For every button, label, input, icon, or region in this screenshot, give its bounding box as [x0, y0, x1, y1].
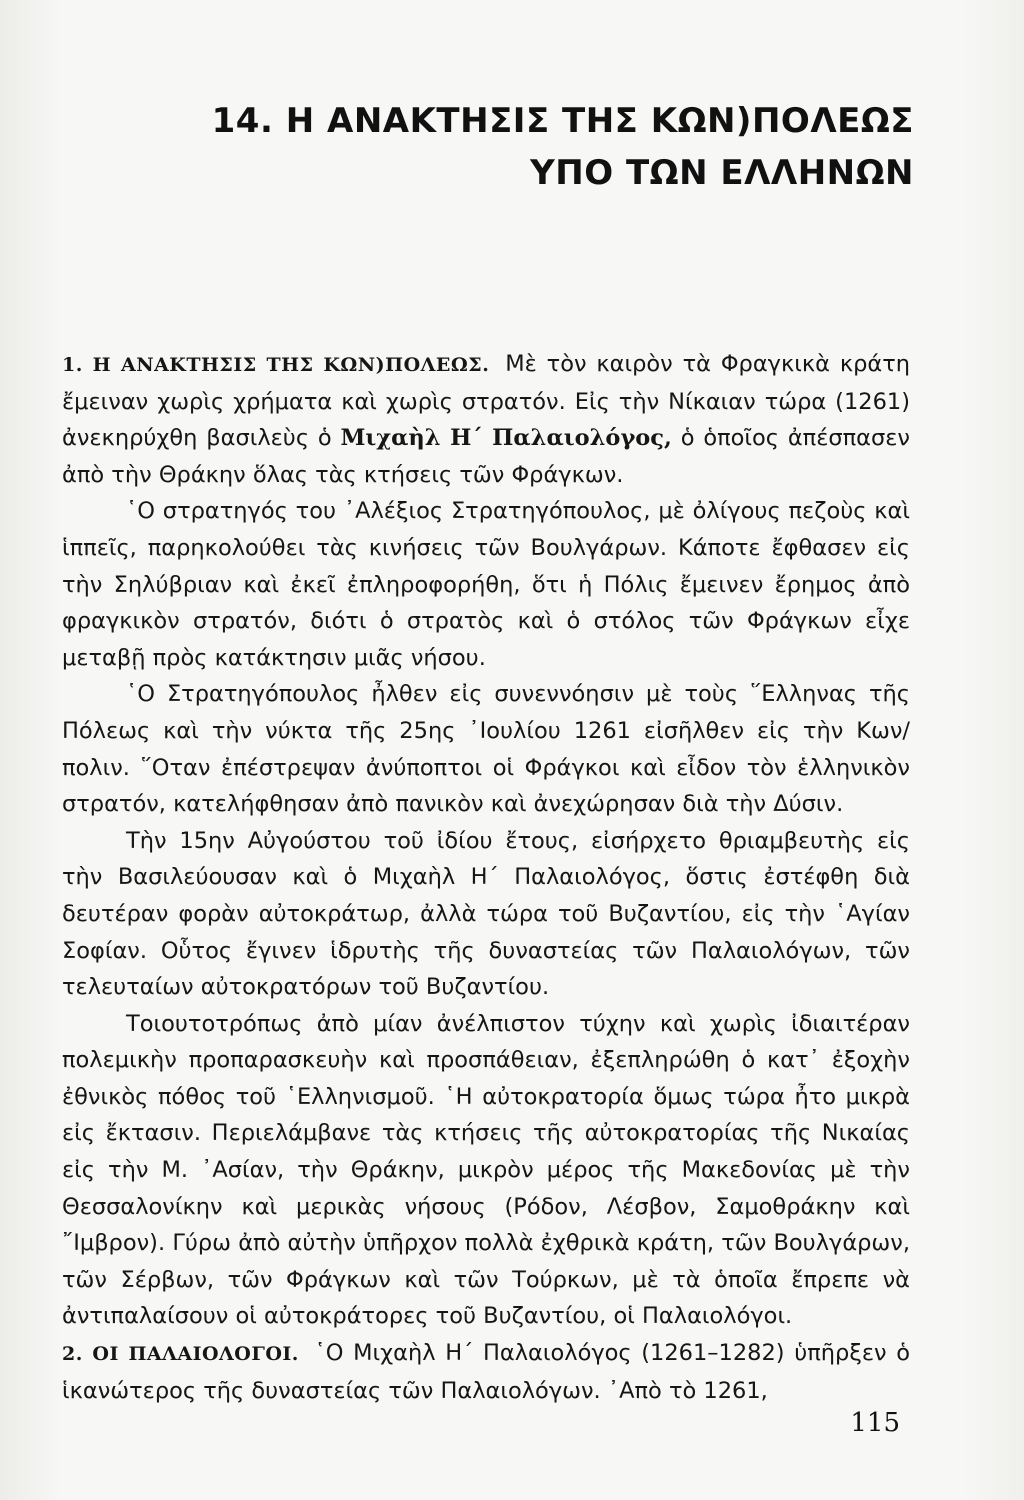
body-text [62, 346, 910, 1409]
section-2-paragraph-1 [62, 1335, 910, 1409]
section-1-heading: 1. Η ΑΝΑΚΤΗΣΙΣ ΤΗΣ ΚΩΝ)ΠΟΛΕΩΣ. [62, 354, 490, 376]
section-1-paragraph-4: Τὴν 15ην Αὐγούστου τοῦ ἰδίου ἔτους, εἰσήρχετο θριαμβευτὴς εἰς τὴν Βασιλεύουσαν καὶ ὁ Μιχαὴλ Η΄ Παλαιολόγος, ὅστις ἐστέφθη διὰ δευτέραν φορὰν αὐτοκράτωρ, ἀλλὰ τώρα τοῦ Βυζαντίου, εἰς τὴν ῾Αγίαν Σοφίαν. Οὗτος ἔγινεν ἱδρυτὴς τῆς δυναστείας τῶν Παλαιολόγων, τῶν τελευταίων αὐτοκρατόρων τοῦ Βυζαντίου. [62, 827, 910, 1001]
section-1-paragraph-5: Τοιουτοτρόπως ἀπὸ μίαν ἀνέλπιστον τύχην καὶ χωρὶς ἰδιαιτέραν πολεμικὴν προπαρασκευὴν καὶ προσπάθειαν, ἐξεπληρώθη ὁ κατ᾿ ἐξοχὴν ἐθνικὸς πόθος τοῦ ῾Ελληνισμοῦ. ῾Η αὐτοκρατορία ὅμως τώρα ἦτο μικρὰ εἰς ἔκτασιν. Περιελάμβανε τὰς κτήσεις τῆς αὐτοκρατορίας τῆς Νικαίας εἰς τὴν Μ. ᾿Ασίαν, τὴν Θράκην, μικρὸν μέρος τῆς Μακεδονίας μὲ τὴν Θεσσαλονίκην καὶ μερικὰς νήσους (Ρόδον, Λέσβον, Σαμοθράκην καὶ ῎Ιμβρον). Γύρω ἀπὸ αὐτὴν ὑπῆρχον πολλὰ ἐχθρικὰ κράτη, τῶν Βουλγάρων, τῶν Σέρβων, τῶν Φράγκων καὶ τῶν Τούρκων, μὲ τὰ ὁποῖα ἔπρεπε νὰ ἀντιπαλαίσουν οἱ αὐτοκράτορες τοῦ Βυζαντίου, οἱ Παλαιολόγοι. [62, 1010, 910, 1330]
section-1-paragraph-3: ῾Ο Στρατηγόπουλος ἦλθεν εἰς συνεννόησιν μὲ τοὺς ῞Ελληνας τῆς Πόλεως καὶ τὴν νύκτα τῆς 25ης ᾿Ιουλίου 1261 εἰσῆλθεν εἰς τὴν Κων/πολιν. ῞Οταν ἐπέστρεψαν ἀνύποπτοι οἱ Φράγκοι καὶ εἶδον τὸν ἑλληνικὸν στρατόν, κατελήφθησαν ἀπὸ πανικὸν καὶ ἀνεχώρησαν διὰ τὴν Δύσιν. [62, 681, 910, 818]
section-1-p1-text-a: Μὲ τὸν καιρὸν τὰ Φραγκικὰ κράτη ἔμειναν χωρὶς χρήματα καὶ χωρὶς στρατόν. Εἰς τὴν Νίκαιαν τώρα (1261) ἀνεκηρύχθη βασιλεὺς ὁ [62, 351, 910, 452]
page-number: 115 [850, 1408, 900, 1438]
emperor-name: Μιχαὴλ Η΄ Παλαιολόγος, [340, 425, 672, 452]
chapter-title-line-1: 14. Η ΑΝΑΚΤΗΣΙΣ ΤΗΣ ΚΩΝ)ΠΟΛΕΩΣ [211, 101, 914, 141]
section-2-heading: 2. ΟΙ ΠΑΛΑΙΟΛΟΓΟΙ. [62, 1343, 299, 1366]
section-2-p1-text: ῾Ο Μιχαὴλ Η΄ Παλαιολόγος (1261–1282) ὑπῆρξεν ὁ ἱκανώτερος τῆς δυναστείας τῶν Παλαιολόγων. ᾿Απὸ τὸ 1261, [62, 1340, 910, 1404]
section-1-paragraph-2: ῾Ο στρατηγός του ᾿Αλέξιος Στρατηγόπουλος, μὲ ὀλίγους πεζοὺς καὶ ἱππεῖς, παρηκολούθει τὰς κινήσεις τῶν Βουλγάρων. Κάποτε ἔφθασεν εἰς τὴν Σηλύβριαν καὶ ἐκεῖ ἐπληροφορήθη, ὅτι ἡ Πόλις ἔμεινεν ἔρημος ἀπὸ φραγκικὸν στρατόν, διότι ὁ στρατὸς καὶ ὁ στόλος τῶν Φράγκων εἶχε μεταβῇ πρὸς κατάκτησιν μιᾶς νήσου. [62, 498, 910, 671]
chapter-title [212, 95, 914, 199]
section-1-paragraph-1 [62, 346, 910, 493]
section-1-p1-text-b: ὁ ὁποῖος ἀπέσπασεν ἀπὸ τὴν Θράκην ὅλας τὰς κτήσεις τῶν Φράγκων. [62, 425, 910, 488]
chapter-title-line-2: ΥΠΟ ΤΩΝ ΕΛΛΗΝΩΝ [530, 153, 914, 193]
